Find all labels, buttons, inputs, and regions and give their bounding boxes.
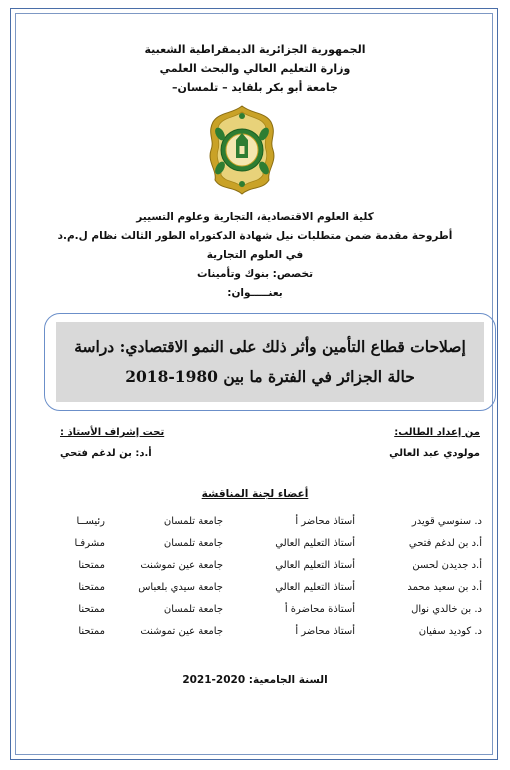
member-university: جامعة تلمسان <box>163 516 223 527</box>
supervisor-name: أ.د: بن لدغم فتحي <box>60 448 152 459</box>
member-rank: أستاذة محاضرة أ <box>284 604 355 615</box>
member-university: جامعة تلمسان <box>163 604 223 615</box>
committee-row <box>0 582 510 602</box>
member-rank: أستاذ التعليم العالي <box>275 538 355 549</box>
member-name: د. سنوسي قويدر <box>411 516 482 527</box>
header-block <box>140 40 370 97</box>
university-name: جامعة أبو بكر بلقايد – تلمسان– <box>172 81 338 94</box>
member-rank: أستاذ محاضر أ <box>295 516 355 527</box>
member-name: أ.د بن سعيد محمد <box>407 582 482 593</box>
thesis-type: أطروحة مقدمة ضمن متطلبات نيل شهادة الدكتوراه الطور الثالث نظام ل.م.د <box>57 230 453 242</box>
member-rank: أستاذ التعليم العالي <box>275 582 355 593</box>
specialty: تخصص: بنوك وتأمينات <box>196 268 314 280</box>
member-role: رئيســا <box>76 516 105 527</box>
field-of-study: في العلوم التجارية <box>206 249 304 261</box>
committee-title: أعضاء لجنة المناقشة <box>201 488 309 500</box>
member-rank: أستاذ التعليم العالي <box>275 560 355 571</box>
faculty-block <box>0 208 510 303</box>
ministry-name: وزارة التعليم العالي والبحث العلمي <box>159 62 351 75</box>
member-university: جامعة عين تموشنت <box>140 560 223 571</box>
member-university: جامعة تلمسان <box>163 538 223 549</box>
member-name: أ.د جديدن لحسن <box>412 560 482 571</box>
title-label: بعنـــــوان: <box>227 287 283 299</box>
supervisor-label: تحت إشراف الأستاذ : <box>60 427 165 438</box>
member-role: ممتحنا <box>78 626 105 637</box>
member-role: ممتحنا <box>78 582 105 593</box>
member-rank: أستاذ محاضر أ <box>295 626 355 637</box>
committee-row <box>0 516 510 536</box>
member-name: أ.د بن لدغم فتحي <box>408 538 482 549</box>
academic-year: السنة الجامعية: 2020-2021 <box>182 674 328 686</box>
committee-row <box>0 560 510 580</box>
faculty-name: كلية العلوم الاقتصادية، التجارية وعلوم التسيير <box>136 211 374 223</box>
member-name: د. كوديد سفيان <box>418 626 482 637</box>
thesis-title-panel <box>56 322 484 402</box>
thesis-title-line-1: إصلاحات قطاع التأمين وأثر ذلك على النمو الاقتصادي: دراسة <box>74 337 466 356</box>
committee-row <box>0 538 510 558</box>
committee-row <box>0 626 510 646</box>
university-seal-icon <box>207 104 277 196</box>
member-name: د. بن خالدي نوال <box>411 604 482 615</box>
republic-name: الجمهورية الجزائرية الديمقراطية الشعبية <box>144 43 366 56</box>
committee-row <box>0 604 510 624</box>
student-label: من إعداد الطالب: <box>394 427 480 438</box>
member-role: ممتحنا <box>78 604 105 615</box>
thesis-title-line-2: حالة الجزائر في الفترة ما بين 1980-2018 <box>125 367 415 386</box>
member-role: مشرفـا <box>74 538 105 549</box>
member-role: ممتحنا <box>78 560 105 571</box>
student-name: مولودي عبد العالي <box>389 448 480 459</box>
member-university: جامعة عين تموشنت <box>140 626 223 637</box>
member-university: جامعة سيدي بلعباس <box>138 582 223 593</box>
thesis-title-box <box>44 313 496 411</box>
